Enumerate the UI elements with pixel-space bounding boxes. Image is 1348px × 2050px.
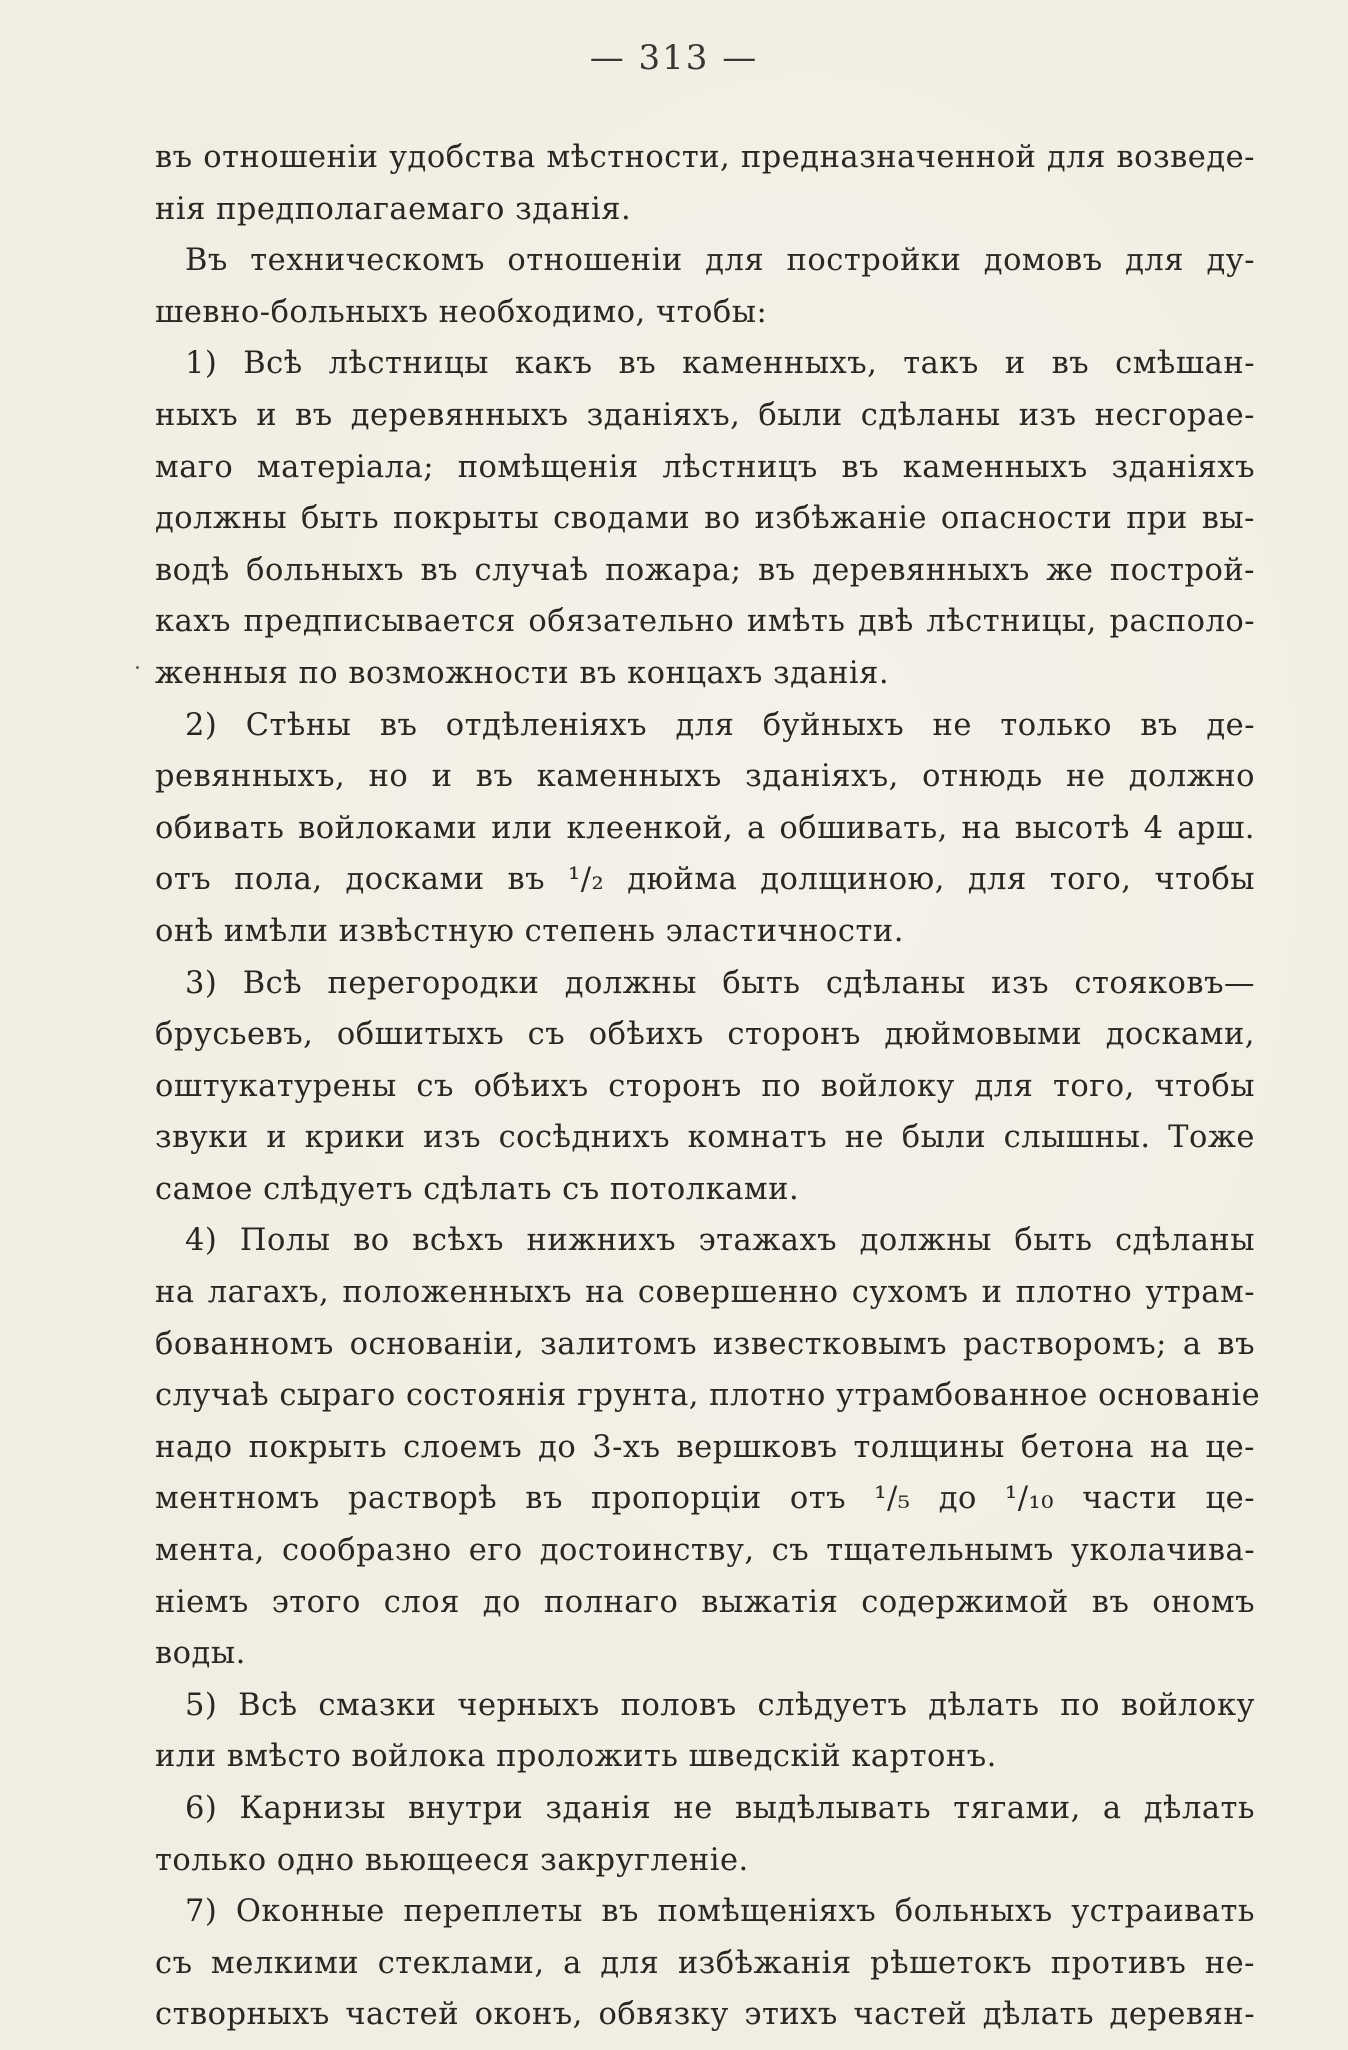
text-line: 7) Оконные переплеты въ помѣщеніяхъ больныхъ устраивать bbox=[185, 1894, 1255, 1930]
text-line: женныя по возможности въ концахъ зданія. bbox=[155, 655, 890, 691]
text-line: ніемъ этого слоя до полнаго выжатія содержимой въ ономъ bbox=[155, 1584, 1255, 1620]
text-line: въ отношеніи удобства мѣстности, предназначенной для возведе- bbox=[155, 140, 1255, 175]
text-line: надо покрыть слоемъ до 3-хъ вершковъ толщины бетона на це- bbox=[155, 1429, 1255, 1465]
text-line: только одно вьющееся закругленіе. bbox=[155, 1842, 749, 1878]
text-line: съ мелкими стеклами, а для избѣжанія рѣшетокъ противъ не- bbox=[155, 1945, 1255, 1981]
text-line: отъ пола, досками въ ¹/₂ дюйма долщиною, для того, чтобы bbox=[155, 862, 1255, 898]
text-line: мента, сообразно его достоинству, съ тщательнымъ уколачива- bbox=[155, 1533, 1255, 1569]
text-line: маго матеріала; помѣщенія лѣстницъ въ каменныхъ зданіяхъ bbox=[155, 449, 1255, 485]
text-line: обивать войлоками или клеенкой, а обшивать, на высотѣ 4 арш. bbox=[155, 810, 1255, 846]
text-line: водѣ больныхъ въ случаѣ пожара; въ деревянныхъ же построй- bbox=[155, 552, 1255, 588]
text-line: ныхъ и въ деревянныхъ зданіяхъ, были сдѣланы изъ несгорае- bbox=[155, 397, 1255, 433]
text-line: онѣ имѣли извѣстную степень эластичности. bbox=[155, 913, 904, 949]
text-line: 1) Всѣ лѣстницы какъ въ каменныхъ, такъ и въ смѣшан- bbox=[185, 346, 1255, 382]
text-line: должны быть покрыты сводами во избѣжаніе опасности при вы- bbox=[155, 501, 1255, 537]
text-line: 6) Карнизы внутри зданія не выдѣлывать тягами, а дѣлать bbox=[185, 1791, 1255, 1826]
text-line: нія предполагаемаго зданія. bbox=[155, 191, 632, 227]
text-line: Въ техническомъ отношеніи для постройки домовъ для ду- bbox=[185, 243, 1255, 279]
text-line: створныхъ частей оконъ, обвязку этихъ частей дѣлать деревян- bbox=[155, 1997, 1255, 2033]
text-line: шевно-больныхъ необходимо, чтобы: bbox=[155, 294, 768, 330]
text-line: брусьевъ, обшитыхъ съ обѣихъ сторонъ дюймовыми досками, bbox=[155, 1017, 1255, 1053]
text-line: оштукатурены съ обѣихъ сторонъ по войлоку для того, чтобы bbox=[155, 1068, 1255, 1104]
text-line: 2) Стѣны въ отдѣленіяхъ для буйныхъ не только въ де- bbox=[185, 707, 1255, 743]
text-line: ментномъ растворѣ въ пропорціи отъ ¹/₅ до ¹/₁₀ части це- bbox=[155, 1481, 1255, 1517]
print-speck bbox=[136, 666, 139, 669]
text-line: случаѣ сыраго состоянія грунта, плотно утрамбованное основаніе bbox=[155, 1378, 1261, 1414]
body-text bbox=[155, 132, 1261, 2041]
text-line: ревянныхъ, но и въ каменныхъ зданіяхъ, отнюдь не должно bbox=[155, 759, 1255, 795]
text-line: 3) Всѣ перегородки должны быть сдѣланы изъ стояковъ— bbox=[185, 965, 1255, 1001]
text-line: самое слѣдуетъ сдѣлать съ потолками. bbox=[155, 1171, 800, 1207]
text-line: бованномъ основаніи, залитомъ известковымъ растворомъ; а въ bbox=[155, 1326, 1255, 1362]
text-line: или вмѣсто войлока проложить шведскій картонъ. bbox=[155, 1739, 997, 1775]
text-line: 5) Всѣ смазки черныхъ половъ слѣдуетъ дѣлать по войлоку bbox=[185, 1687, 1255, 1723]
text-line: на лагахъ, положенныхъ на совершенно сухомъ и плотно утрам- bbox=[155, 1275, 1255, 1311]
page-number: — 313 — bbox=[589, 38, 759, 78]
text-line: 4) Полы во всѣхъ нижнихъ этажахъ должны быть сдѣланы bbox=[185, 1223, 1255, 1259]
text-line: воды. bbox=[155, 1636, 246, 1672]
text-line: кахъ предписывается обязательно имѣть двѣ лѣстницы, располо- bbox=[155, 604, 1255, 640]
text-line: звуки и крики изъ сосѣднихъ комнатъ не были слышны. Тоже bbox=[155, 1120, 1255, 1156]
